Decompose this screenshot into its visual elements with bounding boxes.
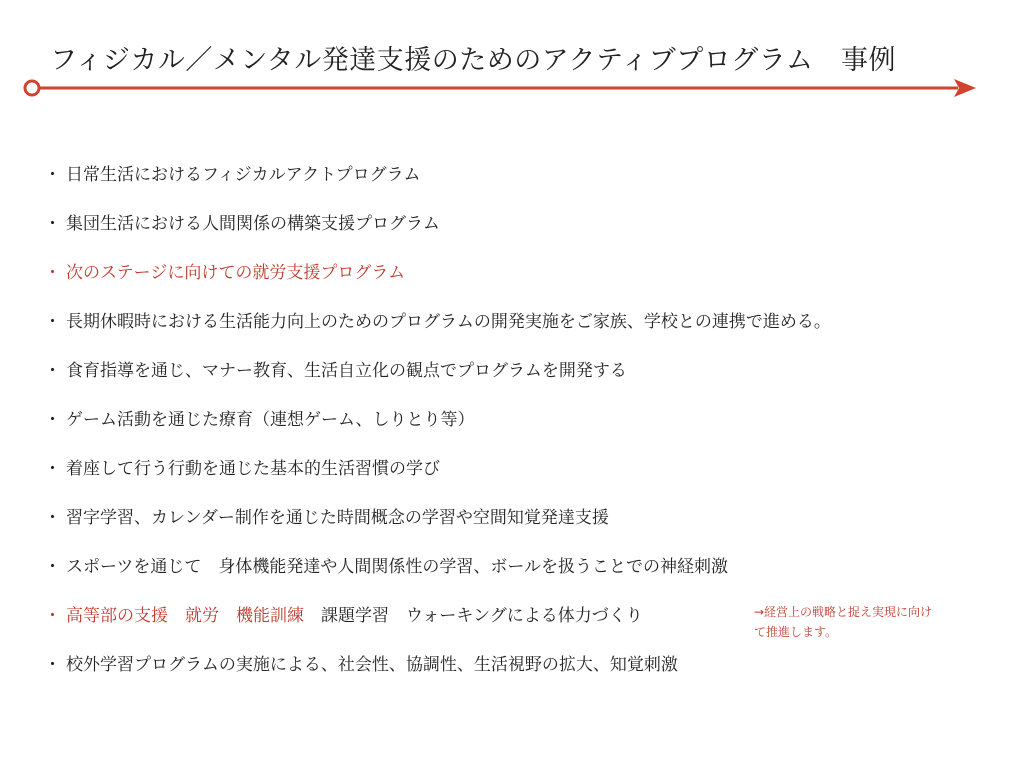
bullet-dot: ・ (44, 165, 61, 185)
list-item-with-note (44, 601, 933, 650)
bullet-dot: ・ (44, 410, 61, 430)
list-item-text: スポーツを通じて 身体機能発達や人間関係性の学習、ボールを扱うことでの神経刺激 (66, 557, 728, 577)
bullet-dot: ・ (44, 655, 61, 675)
bullet-dot: ・ (44, 214, 61, 234)
list-item-text: 日常生活におけるフィジカルアクトプログラム (66, 165, 421, 185)
list-item (44, 650, 831, 699)
bullet-dot: ・ (44, 312, 61, 332)
list-item-text: ゲーム活動を通じた療育（連想ゲーム、しりとり等） (66, 410, 475, 430)
list-item (44, 552, 831, 601)
bullet-dot: ・ (44, 606, 61, 626)
list-item-text: 食育指導を通じ、マナー教育、生活自立化の観点でプログラムを開発する (66, 361, 627, 381)
list-item-text: 課題学習 ウォーキングによる体力づくり (304, 606, 643, 626)
list-item (44, 356, 831, 405)
list-item-text: 着座して行う行動を通じた基本的生活習慣の学び (66, 459, 440, 479)
list-item-text: 次のステージに向けての就労支援プログラム (66, 263, 406, 283)
title-arrow-divider (18, 76, 978, 100)
strategy-note-line: →経営上の戦略と捉え実現に向け (754, 605, 933, 619)
list-item-text: 習字学習、カレンダー制作を通じた時間概念の学習や空間知覚発達支援 (66, 508, 609, 528)
bullet-dot: ・ (44, 557, 61, 577)
slide-title: フィジカル／メンタル発達支援のためのアクティブプログラム 事例 (50, 45, 897, 76)
bullet-dot: ・ (44, 459, 61, 479)
strategy-note-line: て推進します。 (754, 625, 838, 639)
list-item (44, 307, 831, 356)
list-item-highlight-text: 高等部の支援 就労 機能訓練 (66, 606, 304, 626)
bullet-dot: ・ (44, 508, 61, 528)
list-item (44, 405, 831, 454)
list-item (44, 209, 831, 258)
list-item (44, 503, 831, 552)
list-item-text: 集団生活における人間関係の構築支援プログラム (66, 214, 440, 234)
bullet-dot: ・ (44, 361, 61, 381)
strategy-note (754, 602, 932, 642)
list-item-highlighted (44, 258, 831, 307)
list-item-text: 長期休暇時における生活能力向上のためのプログラムの開発実施をご家族、学校との連携で進める。 (66, 312, 831, 332)
list-item (44, 454, 831, 503)
program-list (44, 160, 933, 699)
bullet-dot: ・ (44, 263, 61, 283)
list-item-text: 校外学習プログラムの実施による、社会性、協調性、生活視野の拡大、知覚刺激 (66, 655, 678, 675)
list-item (44, 160, 831, 209)
